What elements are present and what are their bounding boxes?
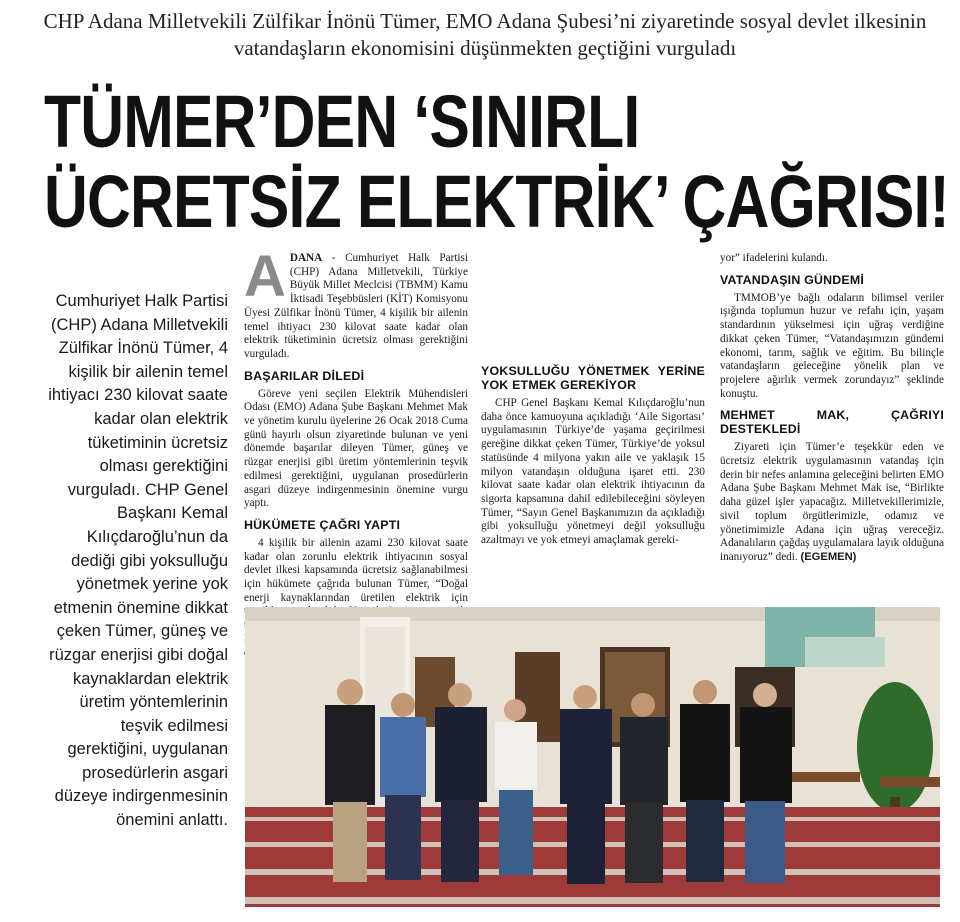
section-heading-yoksullugu: YOKSULLUĞU YÖNETMEK YERİNE YOK ETMEK GEREKİYOR (481, 364, 705, 392)
headline-line-1: TÜMER’DEN ‘SINIRLI (44, 80, 640, 163)
drop-cap: A (244, 244, 286, 309)
headline-line-2: ÜCRETSİZ ELEKTRİK’ ÇAĞRISI! (44, 160, 949, 243)
article-summary: Cumhuriyet Halk Partisi (CHP) Adana Milletvekili Zülfikar İnönü Tümer, 4 kişilik bir ailenin temel ihtiyacı 230 kilovat saate kadar olan elektrik tüketiminin ücretsiz olması gerektiğini vurguladı. CHP Genel Başkanı Kemal Kılıçdaroğlu’nun da dediği gibi yoksulluğu yönetmek yerine yok etmenin önemine dikkat çeken Tümer, güneş ve rüzgar enerjisi gibi doğal kaynaklardan elektrik üretim yöntemlerinin teşvik edilmesi gerektiğini, uygulanan prosedürlerin asgari düzeye indirgenmesinin önemini anlattı. (48, 292, 228, 830)
paragraph-vatandas: TMMOB’ye bağlı odaların bilimsel veriler ışığında toplumun huzur ve refahı için, yaşam standardının yükselmesi için uğraş verdiğine dikkat çeken Tümer, “Vatandaşımızın gündemi ekonomi, tarım, sağlık ve eğitim. Bu bilinçle vatandaşların geleceğine yönelik plan ve projelere ağırlık vermek zorundayız” şeklinde konuştu. (720, 291, 944, 400)
paragraph-mehmet-mak (720, 441, 944, 564)
dateline: DANA (289, 252, 323, 264)
article-column-1 (244, 244, 468, 660)
section-heading-basarilar: BAŞARILAR DİLEDİ (244, 368, 365, 383)
group-photo (245, 607, 940, 907)
article-intro (244, 244, 468, 362)
paragraph-continuation: yor” ifadelerini kulandı. (720, 252, 828, 264)
paragraph-basarilar: Göreve yeni seçilen Elektrik Mühendisleri Odası (EMO) Adana Şube Başkanı Mehmet Mak ve yönetim kurulu üyelerine 26 Ocak 2018 Cuma günü hayırlı olsun ziyaretinde bulunan ve yeni dönemde başarılar dileyen Tümer, güneş ve rüzgar enerjisi gibi üretim yöntemlerinin teşvik edilmesi gerektiğini, uygulanan prosedürlerin asgari düzeye indirgenmesinin önemine vurgu yaptı. (244, 387, 468, 510)
paragraph-yoksullugu: CHP Genel Başkanı Kemal Kılıçdaroğlu’nun daha önce kamuoyuna açıkladığı ‘Aile Sigortası’ uygulamasının Türkiye’de yaşama geçirilmesi gereğine dikkat çeken Tümer, Türkiye’de yoksul statüsünde 4 milyona yakın aile ve yaklaşık 15 milyon vatandaşın olduğuna işaret etti. 230 kilovat saate kadar olan elektrik ihtiyacının da sigorta kapsamına dahil edilebileceğini söyleyen Tümer, “Sayın Genel Başkanımızın da açıkladığı gibi yoksulluğu yönetmeyi değil yoksulluğu azaltmayı ve yok etmeyi amaçlamak gereki- (481, 397, 705, 547)
section-heading-hukumete: HÜKÜMETE ÇAĞRI YAPTI (244, 517, 401, 532)
section-heading-vatandas: VATANDAŞIN GÜNDEMİ (720, 272, 865, 287)
article-subtitle: CHP Adana Milletvekili Zülfikar İnönü Tümer, EMO Adana Şubesi’ni ziyaretinde sosyal devlet ilkesinin vatandaşların ekonomisini düşünmekten geçtiğini vurguladı (43, 9, 927, 60)
article-column-3 (720, 252, 944, 565)
article-headline (44, 80, 949, 243)
article-column-2-content (481, 252, 705, 548)
byline-signature: (EGEMEN) (800, 550, 857, 563)
paragraph-hukumete: 4 kişilik bir ailenin azami 230 kilovat saate kadar olan zorunlu elektrik ihtiyacının sosyal devlet ilkesi kapsamında ücretsiz sağlanabilmesi için hükümete çağrıda bulunan Tümer, “Doğal enerji kaynaklarından üretilen elektrik için (244, 536, 468, 604)
intro-text: - Cumhuriyet Halk Partisi (CHP) Adana Milletvekili, Türkiye Büyük Millet Meclcisi (TBMM) Kamu İktisadi Teşebbüsleri (KİT) Komisyonu Üyesi Zülfikar İnönü Tümer, 4 kişilik bir ailenin temel ihtiyacı 230 kilovat saate kadar olan elektrik tüketiminin ücretsiz olması gerektiğini vurguladı. (244, 252, 468, 360)
section-heading-mehmet-mak: MEHMET MAK, ÇAĞRIYI DESTEKLEDİ (720, 408, 944, 437)
quote-text: Ziyareti için Tümer’e teşekkür eden ve ücretsiz elektrik uygulamasının vatandaş için derin bir nefes anlamına geleceğini belirten EMO Adana Şube Başkanı Mehmet Mak ise, “Birlikte daha güzel işler yapacağız. Milletvekillerimizle, sivil toplum örgütlerimizle, odamız ve yönetimimizle Adana için uğraş vereceğiz. Adanalıların çağdaş uygulamalara layık olduğuna inanıyoruz” dedi. (720, 441, 944, 563)
